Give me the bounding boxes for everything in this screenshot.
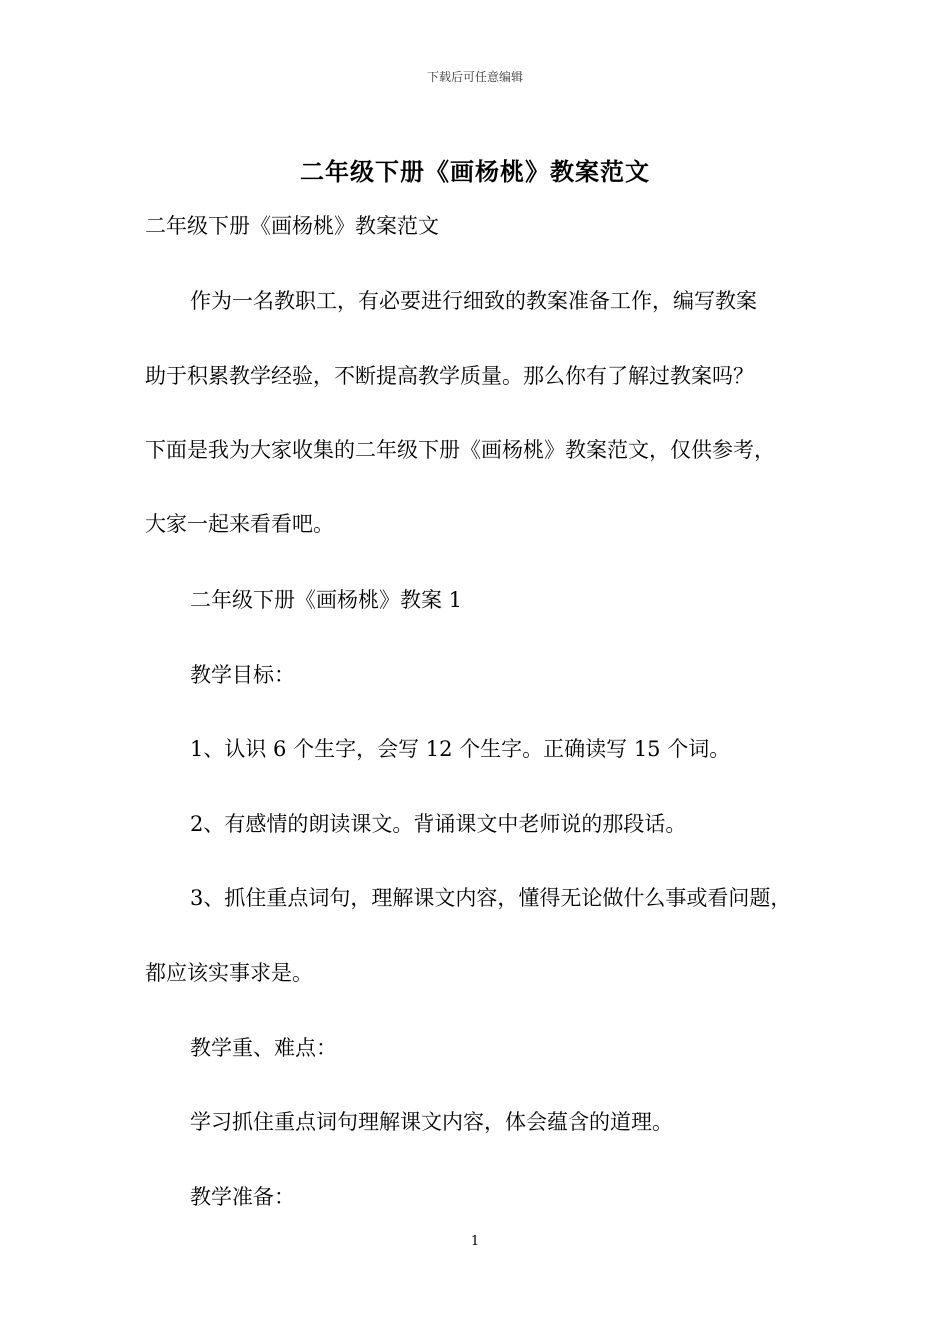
- objective-item: 2、有感情的朗读课文。背诵课文中老师说的那段话。: [190, 812, 687, 836]
- objective-item: 都应该实事求是。: [145, 961, 313, 985]
- intro-line: 下面是我为大家收集的二年级下册《画杨桃》教案范文，仅供参考，: [145, 438, 775, 462]
- intro-line: 大家一起来看看吧。: [145, 512, 334, 536]
- objective-item: 1、认识 6 个生字，会写 12 个生字。正确读写 15 个词。: [190, 737, 731, 761]
- objectives-heading: 教学目标：: [190, 663, 295, 687]
- section-heading: 二年级下册《画杨桃》教案 1: [190, 588, 463, 612]
- key-points-heading: 教学重、难点：: [190, 1036, 337, 1060]
- intro-line: 助于积累教学经验，不断提高教学质量。那么你有了解过教案吗？: [145, 364, 754, 388]
- objective-item: 3、抓住重点词句，理解课文内容，懂得无论做什么事或看问题，: [190, 886, 792, 910]
- preparation-heading: 教学准备：: [190, 1185, 295, 1209]
- page-number: 1: [470, 1234, 480, 1249]
- document-subtitle: 二年级下册《画杨桃》教案范文: [145, 214, 439, 238]
- header-note: 下载后可任意编辑: [426, 70, 523, 84]
- document-title: 二年级下册《画杨桃》教案范文: [300, 157, 650, 186]
- intro-line: 作为一名教职工，有必要进行细致的教案准备工作，编写教案: [190, 289, 757, 313]
- key-points-text: 学习抓住重点词句理解课文内容，体会蕴含的道理。: [190, 1110, 673, 1134]
